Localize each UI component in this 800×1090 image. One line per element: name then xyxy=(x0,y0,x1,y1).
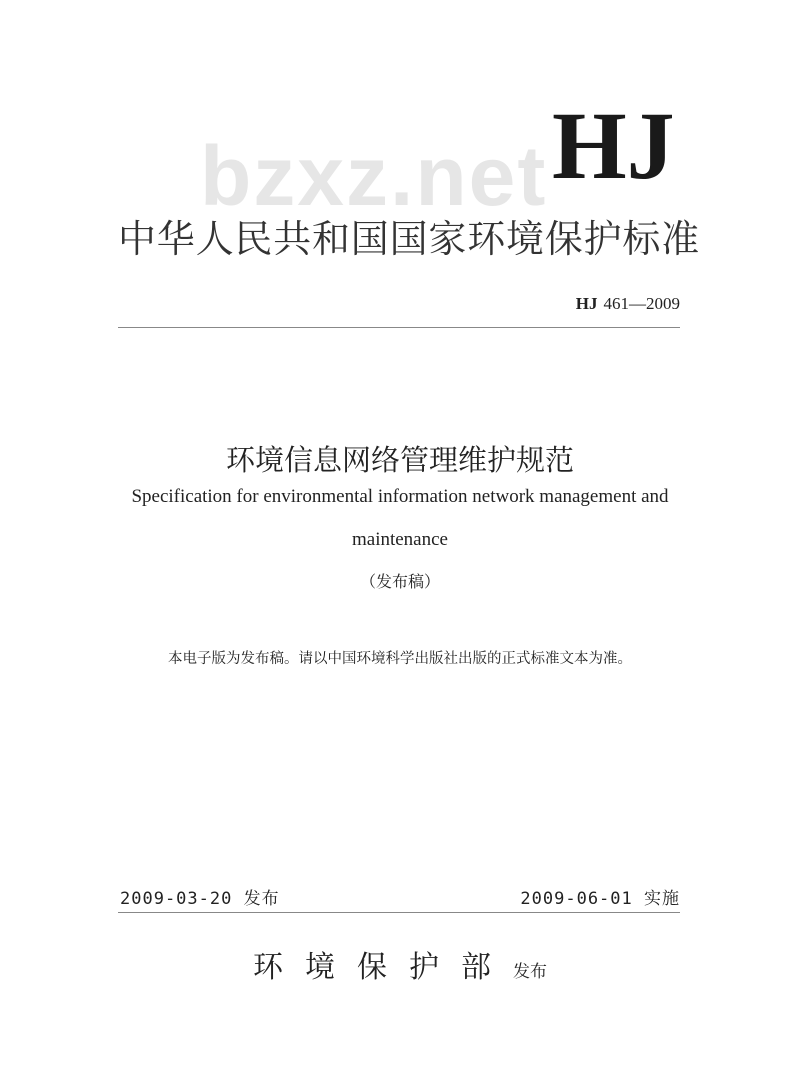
header-divider xyxy=(118,327,680,328)
title-english-line1: Specification for environmental information network management and xyxy=(131,486,669,507)
hj-logo: HJ xyxy=(552,92,675,199)
issuer-name: 环境保护部 xyxy=(253,950,513,985)
watermark: bzxz.net xyxy=(200,129,548,223)
draft-label: （发布稿） xyxy=(359,572,440,591)
edition-note: 本电子版为发布稿。请以中国环境科学出版社出版的正式标准文本为准。 xyxy=(168,651,632,667)
standard-code-prefix: HJ xyxy=(575,294,598,313)
issuer xyxy=(0,942,800,986)
footer-divider xyxy=(118,912,680,913)
standard-code-number: 461—2009 xyxy=(603,294,680,313)
standard-category: 中华人民共和国国家环境保护标准 xyxy=(118,217,701,261)
title-english-line2: maintenance xyxy=(351,529,448,550)
publish-date: 2009-03-20 发布 xyxy=(120,889,280,909)
title-chinese: 环境信息网络管理维护规范 xyxy=(225,443,574,477)
standard-code xyxy=(576,294,680,314)
issuer-suffix: 发布 xyxy=(513,962,547,982)
effective-date: 2009-06-01 实施 xyxy=(520,889,680,909)
